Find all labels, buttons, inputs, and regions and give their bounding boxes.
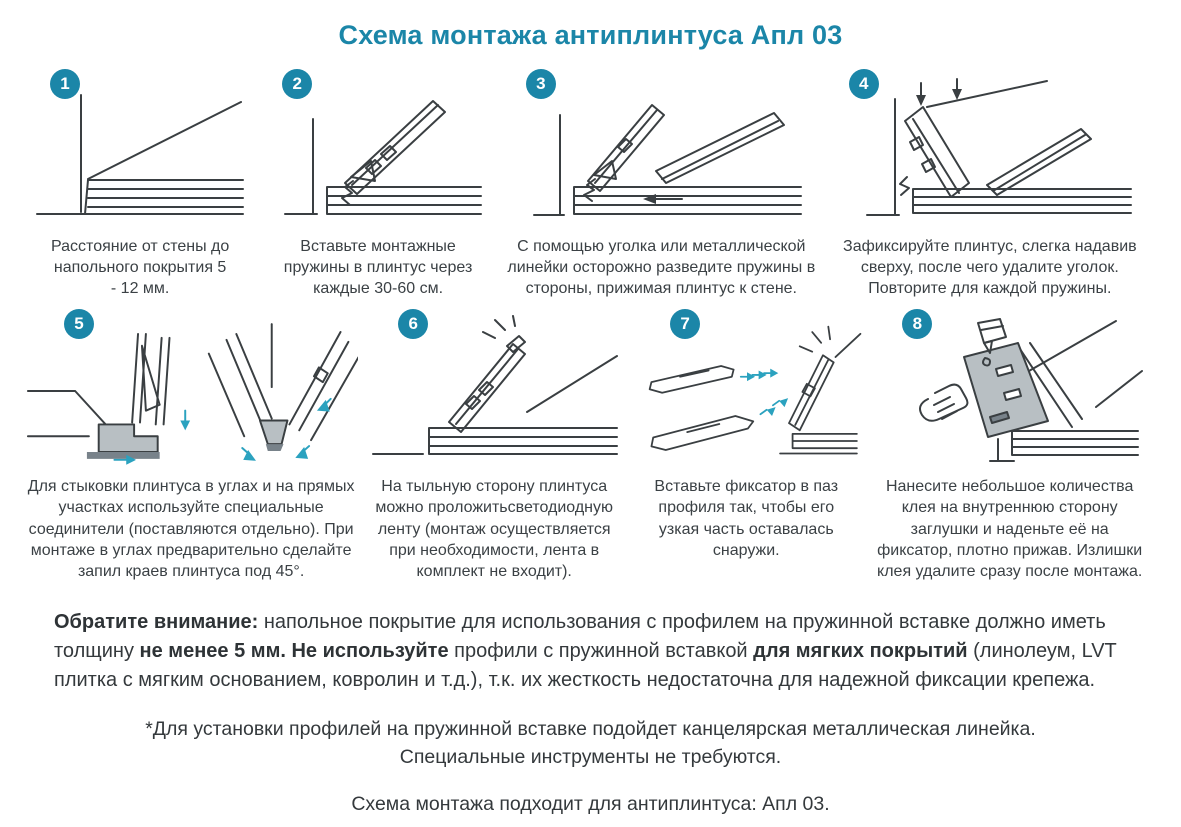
step-1-diagram <box>25 77 255 227</box>
plinth-profile <box>345 101 445 194</box>
background-diagonal <box>1022 321 1116 375</box>
floor-covering <box>85 180 243 214</box>
spring-bracket <box>351 161 375 181</box>
led-rays-icon <box>483 316 515 338</box>
step-7 <box>630 309 862 582</box>
fixator-icon <box>652 416 754 450</box>
floor-covering <box>429 428 617 454</box>
step-8-caption: Нанесите небольшое количества клея на внутреннюю сторону заглушки и наденьте её на фиксатор, плотно прижав. Излишки клея удалите сразу после монтажа. <box>877 478 1143 580</box>
step-4-caption: Зафиксируйте плинтус, слегка надавив сверху, после чего удалите уголок. Повторите для каждой пружины. <box>843 238 1137 298</box>
wall-foot <box>990 439 1014 461</box>
plinth-profiles <box>132 334 169 424</box>
step-3-diagram <box>506 77 816 227</box>
compatibility-note: Схема монтажа подходит для антиплинтуса: Апл 03. <box>351 793 830 816</box>
ruler-icon <box>656 113 784 183</box>
step-2 <box>256 69 500 299</box>
floor-covering <box>1012 431 1138 455</box>
step-6-caption: На тыльную сторону плинтуса можно проложитьсветодиодную ленту (монтаж осуществляется при необходимости, лента в комплект не входит). <box>375 478 613 580</box>
step-1-caption: Расстояние от стены до напольного покрытия 5 - 12 мм. <box>51 238 230 298</box>
step-6-diagram <box>359 315 629 467</box>
steps-row-2 <box>24 309 1157 582</box>
step-8-badge: 8 <box>902 309 932 339</box>
step-2-diagram <box>263 77 493 227</box>
step-7-diagram <box>630 315 862 467</box>
plinth-profile-line <box>88 102 241 179</box>
step-2-caption: Вставьте монтажные пружины в плинтус через каждые 30-60 см. <box>283 238 473 298</box>
step-7-caption: Вставьте фиксатор в паз профиля так, чтобы его узкая часть оставалась снаружи. <box>654 478 839 559</box>
step-1 <box>24 69 256 299</box>
profile-clips <box>910 137 935 172</box>
page-title: Схема монтажа антиплинтуса Апл 03 <box>338 20 843 50</box>
wall-line <box>534 115 564 215</box>
down-arrow-icon <box>952 89 962 100</box>
step-3-badge: 3 <box>526 69 556 99</box>
attention-label: Обратите внимание: <box>54 610 259 633</box>
end-cap <box>964 343 1048 437</box>
spring-icon <box>584 179 595 201</box>
spring-icon <box>900 177 909 195</box>
fixator-icon <box>650 366 734 393</box>
footnote-line-1: *Для установки профилей на пружинной вставке подойдет канцелярская металлическая линейка. <box>145 717 1036 740</box>
right-arrow-icon <box>747 369 778 382</box>
ruler-icon <box>987 129 1091 195</box>
up-right-arrow-icon <box>767 398 788 416</box>
steps-row-1 <box>24 69 1157 299</box>
hand-icon <box>920 385 967 421</box>
step-2-badge: 2 <box>282 69 312 99</box>
step-4-badge: 4 <box>849 69 879 99</box>
led-strip <box>507 336 525 352</box>
wall-line <box>285 119 317 214</box>
wall-line <box>867 99 899 215</box>
led-rays-icon <box>800 327 830 352</box>
step-4 <box>823 69 1157 299</box>
tools-footnote <box>0 715 1181 772</box>
floor-covering <box>780 434 857 454</box>
floor-covering <box>913 189 1131 213</box>
background-diagonal <box>836 334 861 357</box>
step-7-badge: 7 <box>670 309 700 339</box>
right-corner-board <box>289 332 358 440</box>
background-diagonal <box>527 356 617 412</box>
step-8 <box>862 309 1157 582</box>
background-diagonal <box>1096 371 1142 407</box>
down-arrow-icon <box>180 421 190 431</box>
step-6-badge: 6 <box>398 309 428 339</box>
step-5-caption: Для стыковки плинтуса в углах и на прямых участках используйте специальные соединители (поставляются отдельно). При монтаже в углах предварительно сделайте запил краев плинтуса под 45°. <box>27 478 355 580</box>
step-6 <box>358 309 630 582</box>
down-arrow-icon <box>916 95 926 106</box>
step-5 <box>24 309 358 582</box>
step-1-badge: 1 <box>50 69 80 99</box>
footnote-line-2: Специальные инструменты не требуются. <box>399 746 782 769</box>
floor-covering <box>574 187 801 214</box>
step-3-caption: С помощью уголка или металлической линейки осторожно разведите пружины в стороны, прижимая плинтус к стене. <box>507 238 816 298</box>
corner-connector-icon <box>260 421 288 445</box>
attention-note: Обратите внимание: напольное покрытие для использования с профилем на пружинной вставке должно иметь толщину не менее 5 мм. Не используйте профили с пружинной вставкой для мягких покрытий (линолеум, LVT плитка с мягким основанием, ковролин и т.д.), т.к. их жесткость недостаточна для надежной фиксации крепежа. <box>54 610 1117 691</box>
ceiling-diagonal <box>927 81 1047 107</box>
profile-clips <box>618 139 632 152</box>
glue-bottle-icon <box>978 319 1006 343</box>
step-3 <box>500 69 823 299</box>
step-4-diagram <box>835 77 1145 227</box>
step-5-badge: 5 <box>64 309 94 339</box>
straight-connector-icon <box>99 425 158 453</box>
